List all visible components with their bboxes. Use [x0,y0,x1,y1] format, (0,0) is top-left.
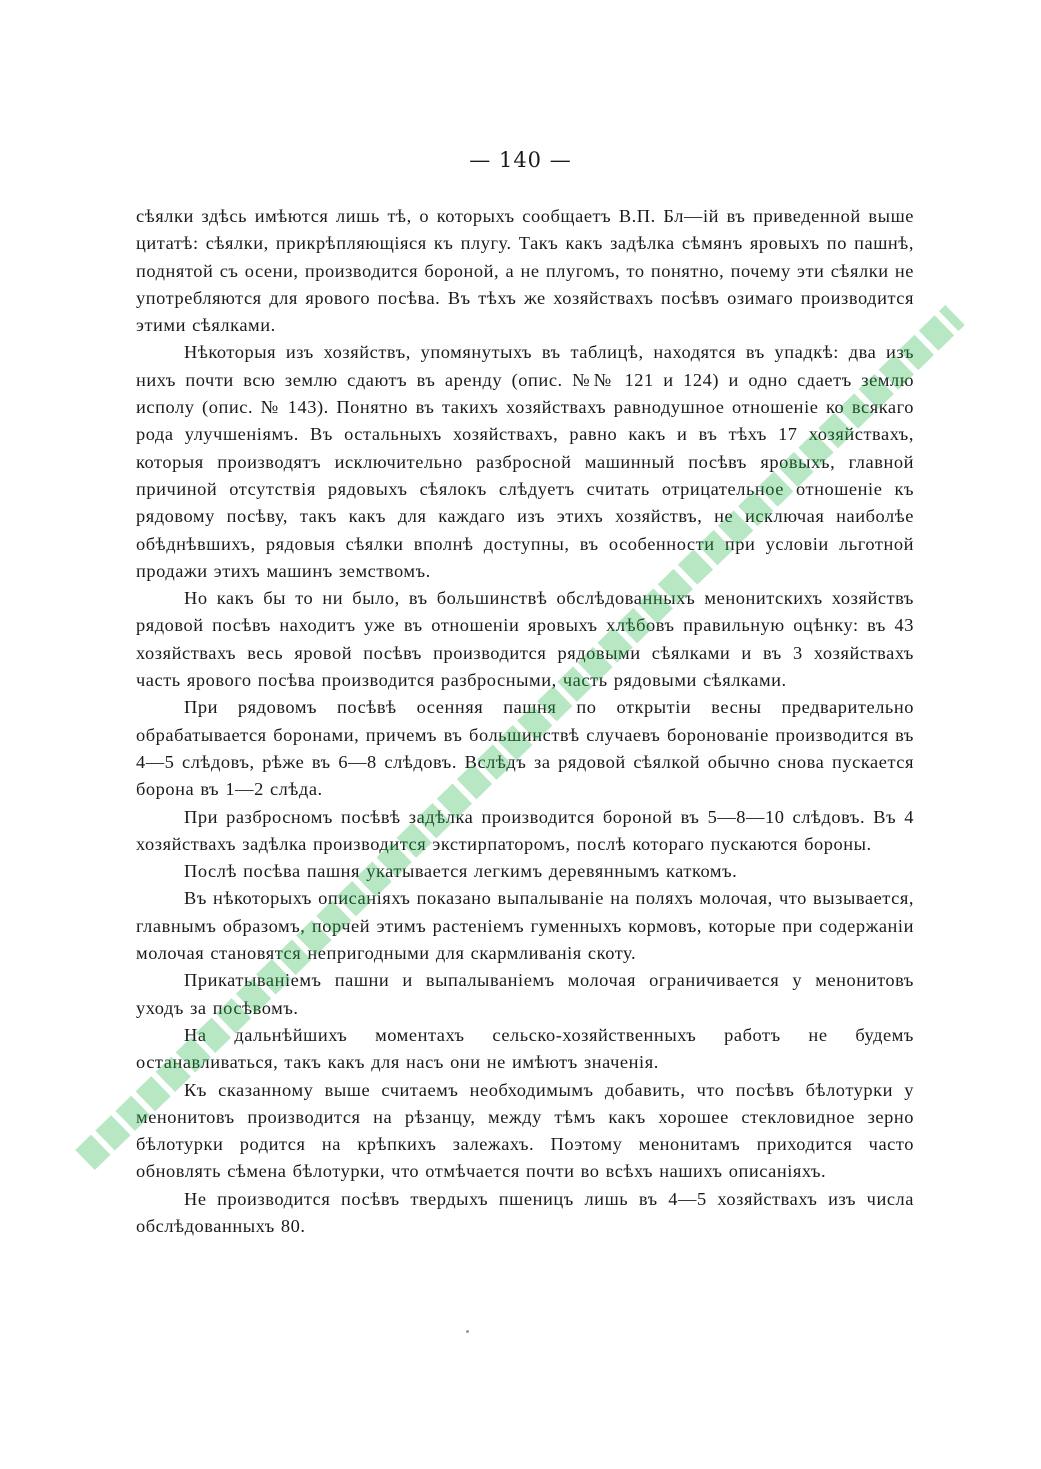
paragraph-9: На дальнѣйшихъ моментахъ сельско-хозяйственныхъ работъ не будемъ останавливаться, такъ какъ для насъ они не имѣютъ значенiя. [136,1024,914,1073]
paragraph-6: Послѣ посѣва пашня укатывается легкимъ деревяннымъ каткомъ. [184,861,738,882]
paragraph-3: Но какъ бы то ни было, въ большинствѣ обслѣдованныхъ менонитскихъ хозяйствъ рядовой посѣвъ находитъ уже въ отношенiи яровыхъ хлѣбовъ правильную оцѣнку: въ 43 хозяйствахъ весь яровой посѣвъ производится рядовыми сѣялками и въ 3 хозяйствахъ часть ярового посѣва производится разбросными, часть рядовыми сѣялками. [136,588,914,691]
paragraph-5: При разбросномъ посѣвѣ задѣлка производится бороной въ 5—8—10 слѣдовъ. Въ 4 хозяйствахъ задѣлка производится экстирпаторомъ, послѣ котораго пускаются бороны. [136,806,914,854]
paragraph-4: При рядовомъ посѣвѣ осенняя пашня по открытiи весны предварительно обрабатывается боронами, причемъ въ большинствѣ случаевъ боронованiе производится въ 4—5 слѣдовъ, рѣже въ 6—8 слѣдовъ. Вслѣдъ за рядовой сѣялкой обычно снова пускается борона въ 1—2 слѣда. [136,697,914,800]
paragraph-11: Не производится посѣвъ твердыхъ пшеницъ лишь въ 4—5 хозяйствахъ изъ числа обслѣдованныхъ 80. [136,1188,914,1236]
paragraph-7: Въ нѣкоторыхъ описанiяхъ показано выпалыванiе на поляхъ молочая, что вызывается, главнымъ образомъ, порчей этимъ растенiемъ гуменныхъ кормовъ, которые при содержанiи молочая становятся непригодными для скармливанiя скоту. [136,888,914,964]
paragraph-10: Къ сказанному выше считаемъ необходимымъ добавить, что посѣвъ бѣлотурки у менонитовъ производится на рѣзанцу, между тѣмъ какъ хорошее стекловидное зерно бѣлотурки родится на крѣпкихъ залежахъ. Поэтому менонитамъ приходится часто обновлять сѣмена бѣлотурки, что отмѣчается почти во всѣхъ нашихъ описанiяхъ. [136,1079,914,1182]
footer-mark [466,1330,469,1333]
page-number: — 140 — [469,148,572,172]
page-body-text [136,203,914,1240]
paragraph-8: Прикатыванiемъ пашни и выпалыванiемъ молочая ограничивается у менонитовъ уходъ за посѣвомъ. [136,970,914,1018]
paragraph-2: Нѣкоторыя изъ хозяйствъ, упомянутыхъ въ таблицѣ, находятся въ упадкѣ: два изъ нихъ почти всю землю сдаютъ въ аренду (опис. №№ 121 и 124) и одно сдаетъ землю исполу (опис. № 143). Понятно въ такихъ хозяйствахъ равнодушное отношенiе ко всякаго рода улучшенiямъ. Въ остальныхъ хозяйствахъ, равно какъ и въ тѣхъ 17 хозяйствахъ, которыя производятъ исключительно разбросной машинный посѣвъ яровыхъ, главной причиной отсутствiя рядовыхъ сѣялокъ слѣдуетъ считать отрицательное отношенiе къ рядовому посѣву, такъ какъ для каждаго изъ этихъ хозяйствъ, не исключая наиболѣе обѣднѣвшихъ, рядовыя сѣялки вполнѣ доступны, въ особенности при условiи льготной продажи этихъ машинъ земствомъ. [136,342,914,581]
paragraph-1: сѣялки здѣсь имѣются лишь тѣ, о которыхъ сообщаетъ В.П. Бл—iй въ приведенной выше цитатѣ: сѣялки, прикрѣпляющiяся къ плугу. Такъ какъ задѣлка сѣмянъ яровыхъ по пашнѣ, поднятой съ осени, производится бороной, а не плугомъ, то понятно, почему эти сѣялки не употребляются для ярового посѣва. Въ тѣхъ же хозяйствахъ посѣвъ озимаго производится этими сѣялками. [136,206,914,336]
